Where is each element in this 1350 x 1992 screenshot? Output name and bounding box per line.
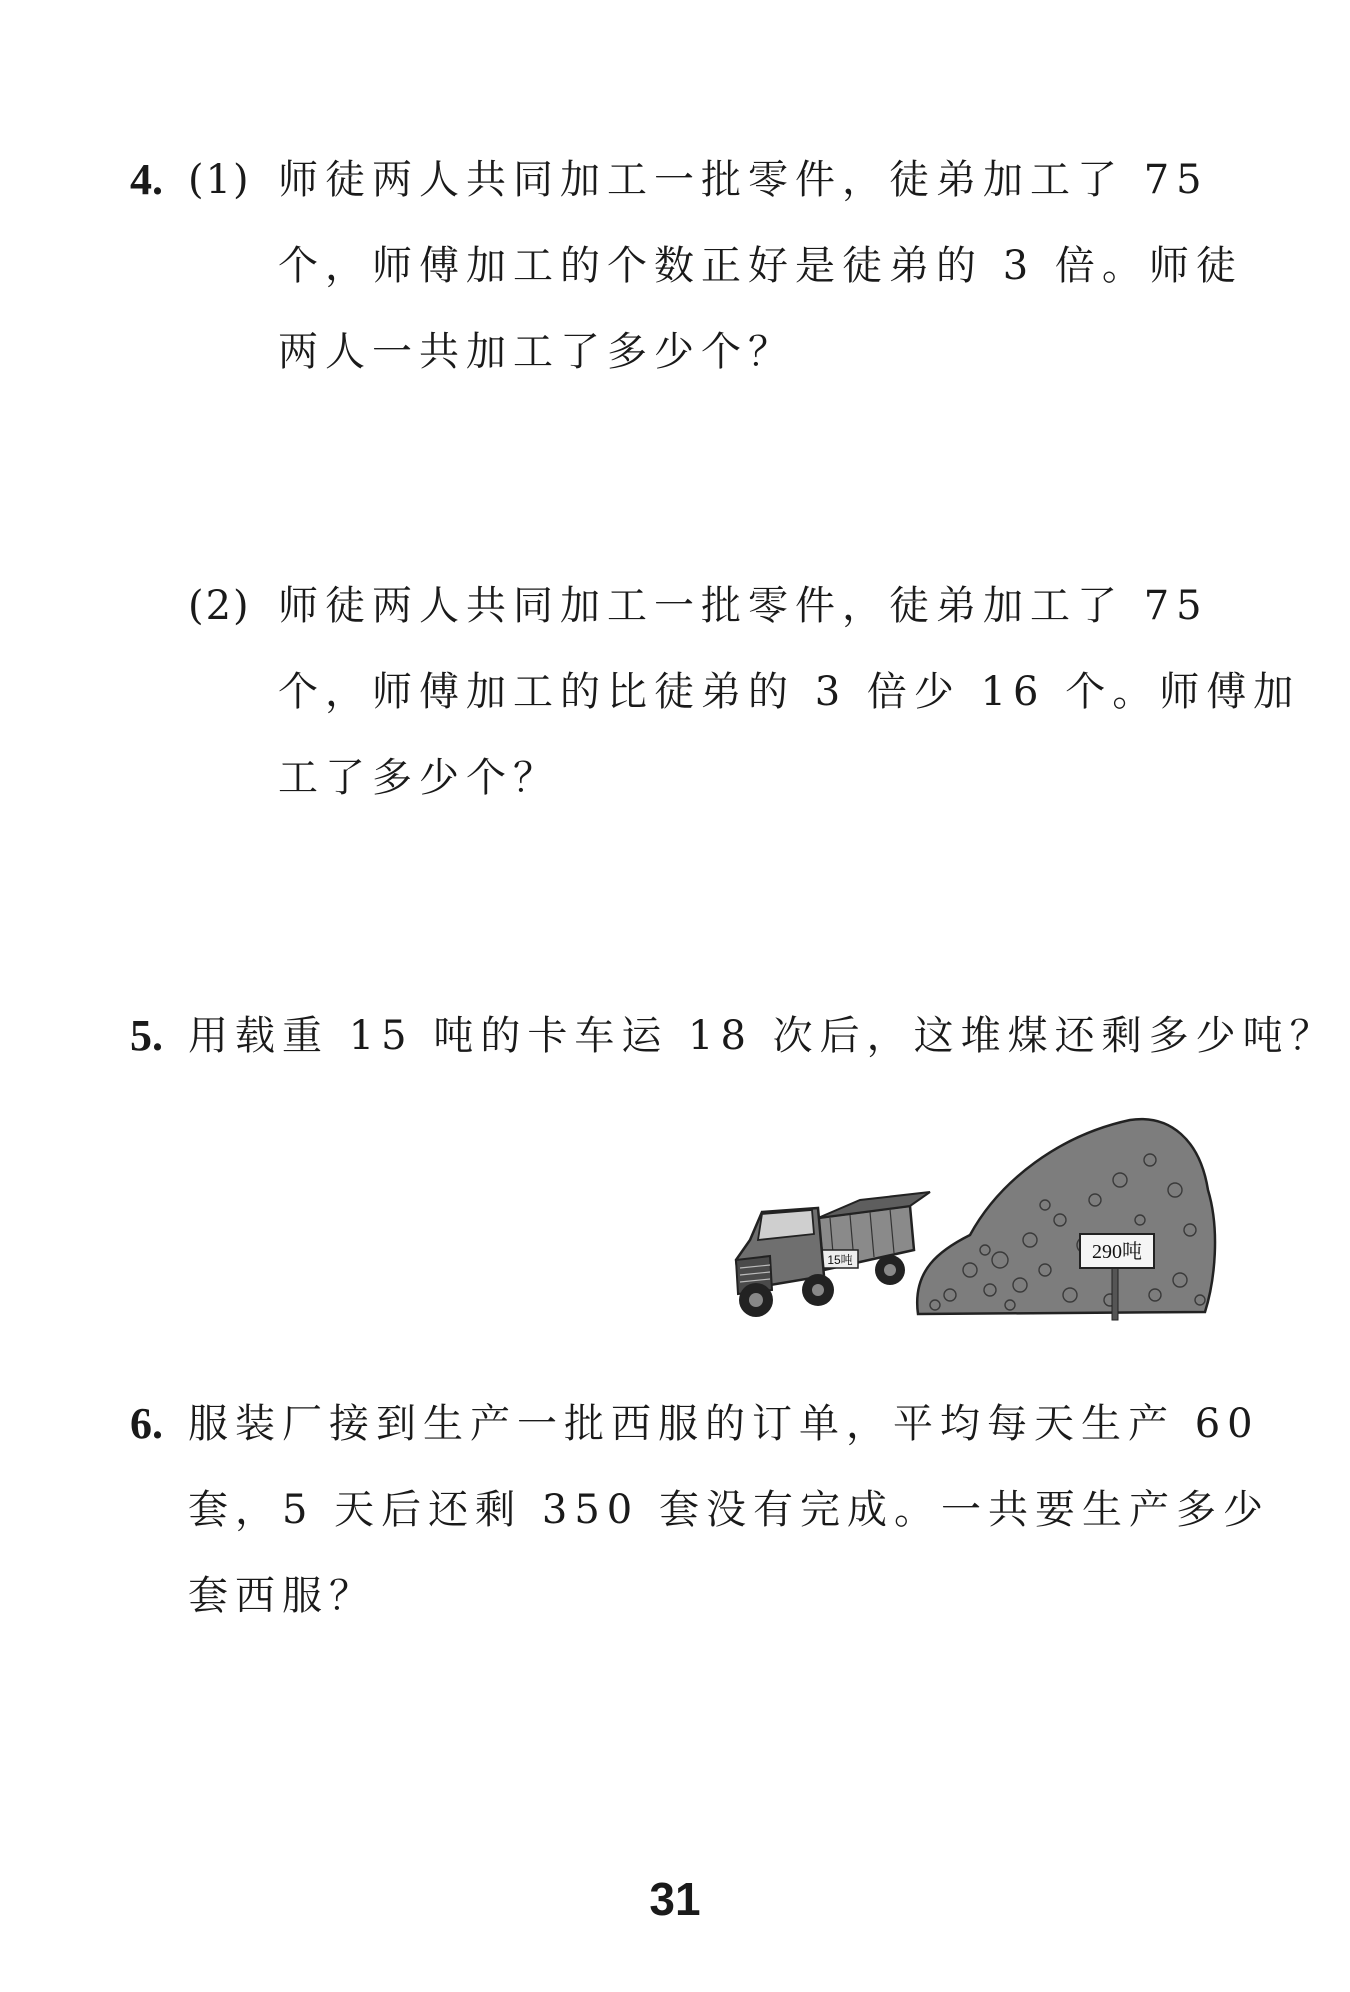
q4-part2-line-3: 工了多少个？ bbox=[278, 755, 560, 801]
q4-part2-line-2: 个，师傅加工的比徒弟的 3 倍少 16 个。师傅加 bbox=[278, 669, 1301, 715]
q6-line-3: 套西服？ bbox=[188, 1573, 376, 1619]
q6-line-2: 套，5 天后还剩 350 套没有完成。一共要生产多少 bbox=[188, 1487, 1270, 1533]
q5-text: 用载重 15 吨的卡车运 18 次后，这堆煤还剩多少吨？ bbox=[188, 1013, 1337, 1059]
page-number: 31 bbox=[649, 1873, 701, 1925]
truck-and-coal-pile-illustration bbox=[700, 1100, 1220, 1360]
truck-load-label: 15吨 bbox=[827, 1253, 853, 1267]
q4-part1-line-2: 个，师傅加工的个数正好是徒弟的 3 倍。师徒 bbox=[278, 243, 1243, 289]
q4-part1-line-3: 两人一共加工了多少个？ bbox=[278, 329, 795, 375]
coal-pile-icon bbox=[917, 1119, 1215, 1320]
q4-part2-label: (2) bbox=[188, 583, 251, 629]
q4-number: 4. bbox=[130, 155, 163, 204]
q6-number: 6. bbox=[130, 1399, 163, 1448]
q4-part1-line-1: 师徒两人共同加工一批零件，徒弟加工了 75 bbox=[278, 157, 1209, 203]
q5-number: 5. bbox=[130, 1011, 163, 1060]
truck-icon bbox=[736, 1192, 930, 1317]
q6-line-1: 服装厂接到生产一批西服的订单，平均每天生产 60 bbox=[188, 1401, 1260, 1447]
q4-part2-line-1: 师徒两人共同加工一批零件，徒弟加工了 75 bbox=[278, 583, 1209, 629]
q4-part1-label: (1) bbox=[188, 157, 251, 203]
coal-pile-sign: 290吨 bbox=[1092, 1241, 1142, 1263]
